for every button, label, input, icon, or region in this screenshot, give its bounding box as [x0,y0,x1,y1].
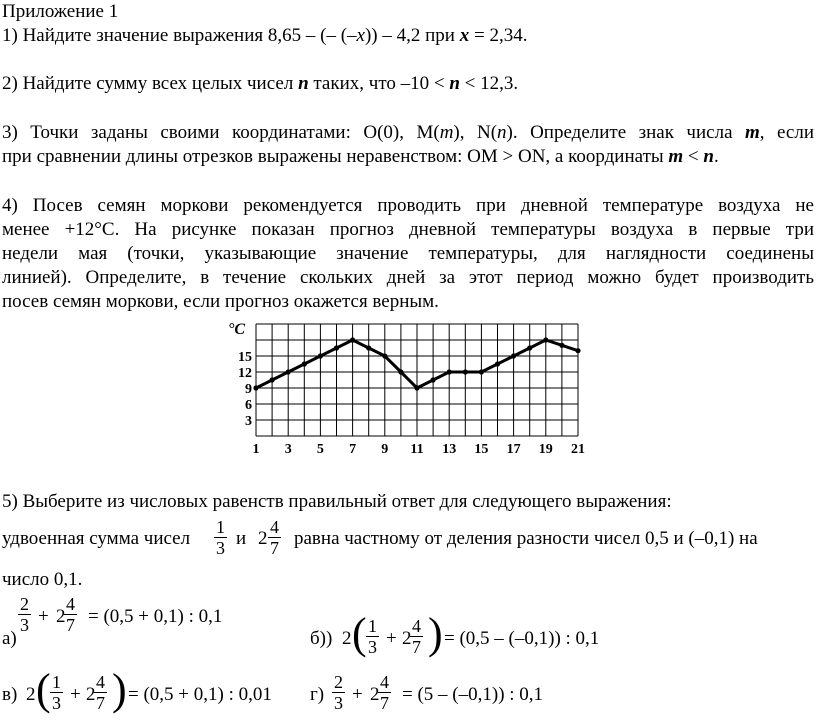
x-tick-label: 11 [410,442,424,457]
q2-var-n: n [298,73,309,94]
q3-var-m: m [439,122,454,143]
option-a-frac-2-3: $\frac{2}{3}$ [20,594,29,635]
x-tick-label: 9 [381,442,389,457]
q2-text-mid: таких, что –10 < [308,73,450,94]
x-tick-label: 13 [442,442,457,457]
question-5-line-1: 5) Выберите из числовых равенств правильный ответ для следующего выражения: [2,491,672,512]
option-v-two: 2 [26,684,36,705]
q5-fraction-4-7: $\frac{4}{7}$ [270,517,279,558]
option-b-frac-1-3: $\frac{1}{3}$ [368,616,377,657]
q3-var-n3: n [703,146,714,167]
x-tick-label: 19 [538,442,553,457]
option-a-whole-2: 2 [56,606,66,627]
y-tick-label: 9 [245,382,252,397]
x-tick-label: 17 [506,442,521,457]
temperature-point [495,361,500,366]
x-tick-label: 15 [474,442,489,457]
q3-text-1: 3) Точки заданы своими координатами: O(0), M( [2,122,440,143]
temperature-point [559,343,564,348]
q5-whole-2: 2 [258,528,268,549]
y-tick-label: 3 [245,414,252,429]
temperature-point [286,369,291,374]
q1-text-pre: 1) Найдите значение выражения 8,65 – (– (– [2,25,357,46]
option-a-frac-4-7: $\frac{4}{7}$ [66,594,75,635]
option-a-rhs: = (0,5 + 0,1) : 0,1 [88,606,223,627]
temperature-point [511,353,516,358]
temperature-chart-svg [226,318,586,458]
question-4-line-4: линией). Определите, в течение скольких дней за этот период можно будет производить [2,267,814,288]
q5-and: и [236,528,247,549]
temperature-point [253,385,258,390]
option-v-frac-4-7: $\frac{4}{7}$ [96,672,105,713]
option-v-rhs: = (0,5 + 0,1) : 0,01 [128,684,272,705]
temperature-chart [226,318,586,464]
option-v-frac-1-3: $\frac{1}{3}$ [52,672,61,713]
temperature-point [447,369,452,374]
question-2 [2,72,518,96]
question-5-line-3: число 0,1. [2,569,83,590]
temperature-point [350,337,355,342]
question-3-line-1 [2,121,814,145]
q3-text-3: ). Определите знак числа [506,122,745,143]
y-axis-label: °C [228,321,246,338]
q2-text-post: < 12,3. [459,73,519,94]
option-b-two: 2 [342,628,352,649]
y-tick-label: 6 [245,398,252,413]
q3-text-5: при сравнении длины отрезков выражены неравенством: OM > ON, а координаты [2,146,669,167]
q3-var-m3: m [668,146,684,167]
option-b-plus: + [386,628,397,649]
x-tick-label: 5 [316,442,324,457]
question-3-line-2 [2,145,719,169]
temperature-point [334,345,339,350]
q3-text-2: ), N( [453,122,498,143]
x-tick-label: 21 [571,442,585,457]
q1-text-mid: )) – 4,2 при [364,25,460,46]
option-b-label: б)) [310,628,333,649]
option-b-whole-2: 2 [402,628,412,649]
q3-text-4: , если [759,122,814,143]
option-g-rhs: = (5 – (–0,1)) : 0,1 [402,684,544,705]
temperature-point [575,348,580,353]
temperature-point [270,377,275,382]
y-tick-label: 15 [238,350,252,365]
q1-var-x-bold: x [459,25,470,46]
option-b-rhs: = (0,5 – (–0,1)) : 0,1 [444,628,600,649]
question-4-line-1: 4) Посев семян моркови рекомендуется проводить при дневной температуре воздуха не [2,195,814,216]
q2-var-n2: n [449,73,460,94]
question-5-line-2-post: равна частному от деления разности чисел 0,5 и (–0,1) на [294,528,758,549]
q3-var-m-bold: m [744,122,760,143]
x-tick-label: 3 [284,442,292,457]
option-g-label: г) [310,684,325,705]
question-1 [2,24,527,48]
temperature-point [318,353,323,358]
temperature-point [414,385,419,390]
option-g-frac-2-3: $\frac{2}{3}$ [334,672,343,713]
q5-fraction-1-3: $\frac{1}{3}$ [216,517,225,558]
x-tick-label: 1 [252,442,260,457]
option-b-left-paren: ( [352,609,367,658]
option-v-label: в) [2,684,18,705]
temperature-point [302,361,307,366]
question-4-line-2: менее +12°С. На рисунке показан прогноз дневной температуры воздуха в первые три [2,219,814,240]
temperature-point [479,369,484,374]
option-v-left-paren: ( [36,665,51,714]
temperature-point [527,345,532,350]
q3-text-6: < [683,146,704,167]
question-4-line-3: недели мая (точки, указывающие значение температуры, для наглядности соединены [2,243,814,264]
option-g-plus: + [352,684,363,705]
option-v-whole-2: 2 [86,684,96,705]
question-4-line-5: посев семян моркови, если прогноз окажется верным. [2,291,439,312]
option-v-right-paren: ) [112,665,127,714]
temperature-point [398,369,403,374]
option-a-plus: + [38,606,49,627]
temperature-point [382,353,387,358]
q3-text-7: . [713,146,719,167]
option-a-label: а) [2,628,17,649]
temperature-point [463,369,468,374]
q1-text-post: = 2,34. [469,25,528,46]
option-v-plus: + [70,684,81,705]
q3-var-n: n [497,122,507,143]
option-g-frac-4-7: $\frac{4}{7}$ [380,672,389,713]
q2-text-pre: 2) Найдите сумму всех целых чисел [2,73,299,94]
x-tick-label: 7 [349,442,357,457]
q1-var-x: x [356,25,365,46]
option-b-right-paren: ) [428,609,443,658]
appendix-title: Приложение 1 [2,1,119,22]
option-b-frac-4-7: $\frac{4}{7}$ [412,616,421,657]
question-5-line-2-pre: удвоенная сумма чисел [2,528,191,549]
y-tick-label: 12 [238,366,252,381]
temperature-point [543,337,548,342]
temperature-point [366,345,371,350]
temperature-point [431,377,436,382]
option-g-whole-2: 2 [370,684,380,705]
